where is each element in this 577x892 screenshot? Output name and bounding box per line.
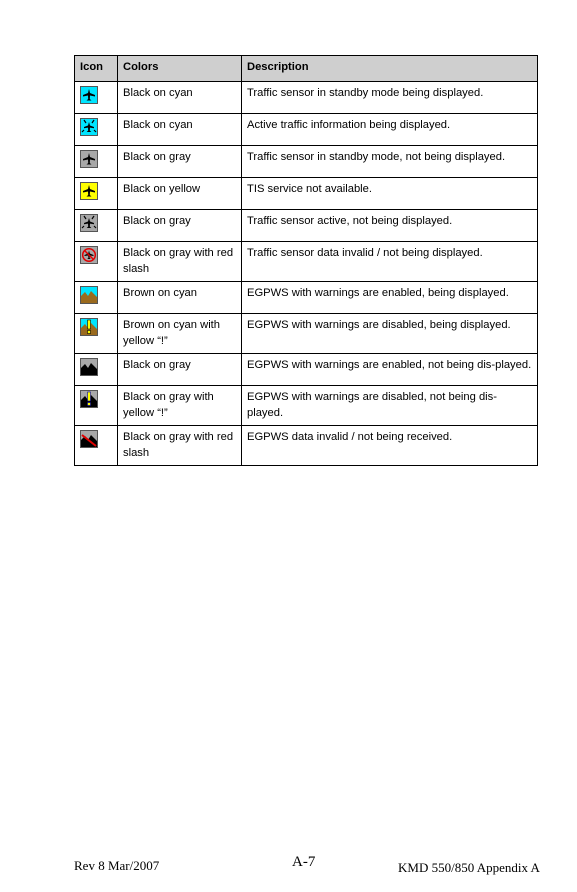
traffic-invalid-icon	[80, 246, 98, 264]
table-row	[75, 114, 538, 146]
egpws-enabled-not-displayed-icon	[80, 358, 98, 376]
row-description: EGPWS with warnings are enabled, not being dis-played.	[242, 354, 538, 386]
row-colors: Black on gray	[118, 146, 242, 178]
row-colors: Black on cyan	[118, 114, 242, 146]
row-description: Traffic sensor data invalid / not being displayed.	[242, 242, 538, 282]
table-row	[75, 210, 538, 242]
header-colors: Colors	[118, 56, 242, 82]
row-colors: Black on gray with yellow “!”	[118, 386, 242, 426]
row-colors: Black on gray	[118, 354, 242, 386]
egpws-enabled-displayed-icon	[80, 286, 98, 304]
footer-page-number: A-7	[292, 854, 316, 870]
row-colors: Black on gray with red slash	[118, 242, 242, 282]
header-description: Description	[242, 56, 538, 82]
traffic-standby-not-displayed-icon	[80, 150, 98, 168]
egpws-invalid-icon	[80, 430, 98, 448]
row-description: EGPWS with warnings are enabled, being displayed.	[242, 282, 538, 314]
row-description: TIS service not available.	[242, 178, 538, 210]
row-colors: Black on cyan	[118, 82, 242, 114]
row-description: Active traffic information being displayed.	[242, 114, 538, 146]
egpws-disabled-displayed-icon	[80, 318, 98, 336]
table-row	[75, 178, 538, 210]
row-description: Traffic sensor in standby mode, not being displayed.	[242, 146, 538, 178]
tis-not-available-icon	[80, 182, 98, 200]
table-row	[75, 242, 538, 282]
table-row	[75, 282, 538, 314]
row-description: Traffic sensor in standby mode being displayed.	[242, 82, 538, 114]
row-description: EGPWS with warnings are disabled, being displayed.	[242, 314, 538, 354]
row-colors: Brown on cyan with yellow “!”	[118, 314, 242, 354]
table-row	[75, 82, 538, 114]
row-description: Traffic sensor active, not being displayed.	[242, 210, 538, 242]
row-colors: Black on gray with red slash	[118, 426, 242, 466]
row-description: EGPWS with warnings are disabled, not being dis-played.	[242, 386, 538, 426]
table-header-row	[75, 56, 538, 82]
row-description: EGPWS data invalid / not being received.	[242, 426, 538, 466]
egpws-disabled-not-displayed-icon	[80, 390, 98, 408]
header-icon: Icon	[75, 56, 118, 82]
footer-revision: Rev 8 Mar/2007	[74, 858, 160, 873]
traffic-active-not-displayed-icon	[80, 214, 98, 232]
row-colors: Brown on cyan	[118, 282, 242, 314]
traffic-standby-displayed-icon	[80, 86, 98, 104]
table-row	[75, 386, 538, 426]
table-row	[75, 354, 538, 386]
table-row	[75, 426, 538, 466]
icon-legend-table	[74, 55, 538, 466]
traffic-active-displayed-icon	[80, 118, 98, 136]
footer-document-title: KMD 550/850 Appendix A	[398, 860, 540, 875]
row-colors: Black on gray	[118, 210, 242, 242]
table-row	[75, 146, 538, 178]
row-colors: Black on yellow	[118, 178, 242, 210]
table-row	[75, 314, 538, 354]
